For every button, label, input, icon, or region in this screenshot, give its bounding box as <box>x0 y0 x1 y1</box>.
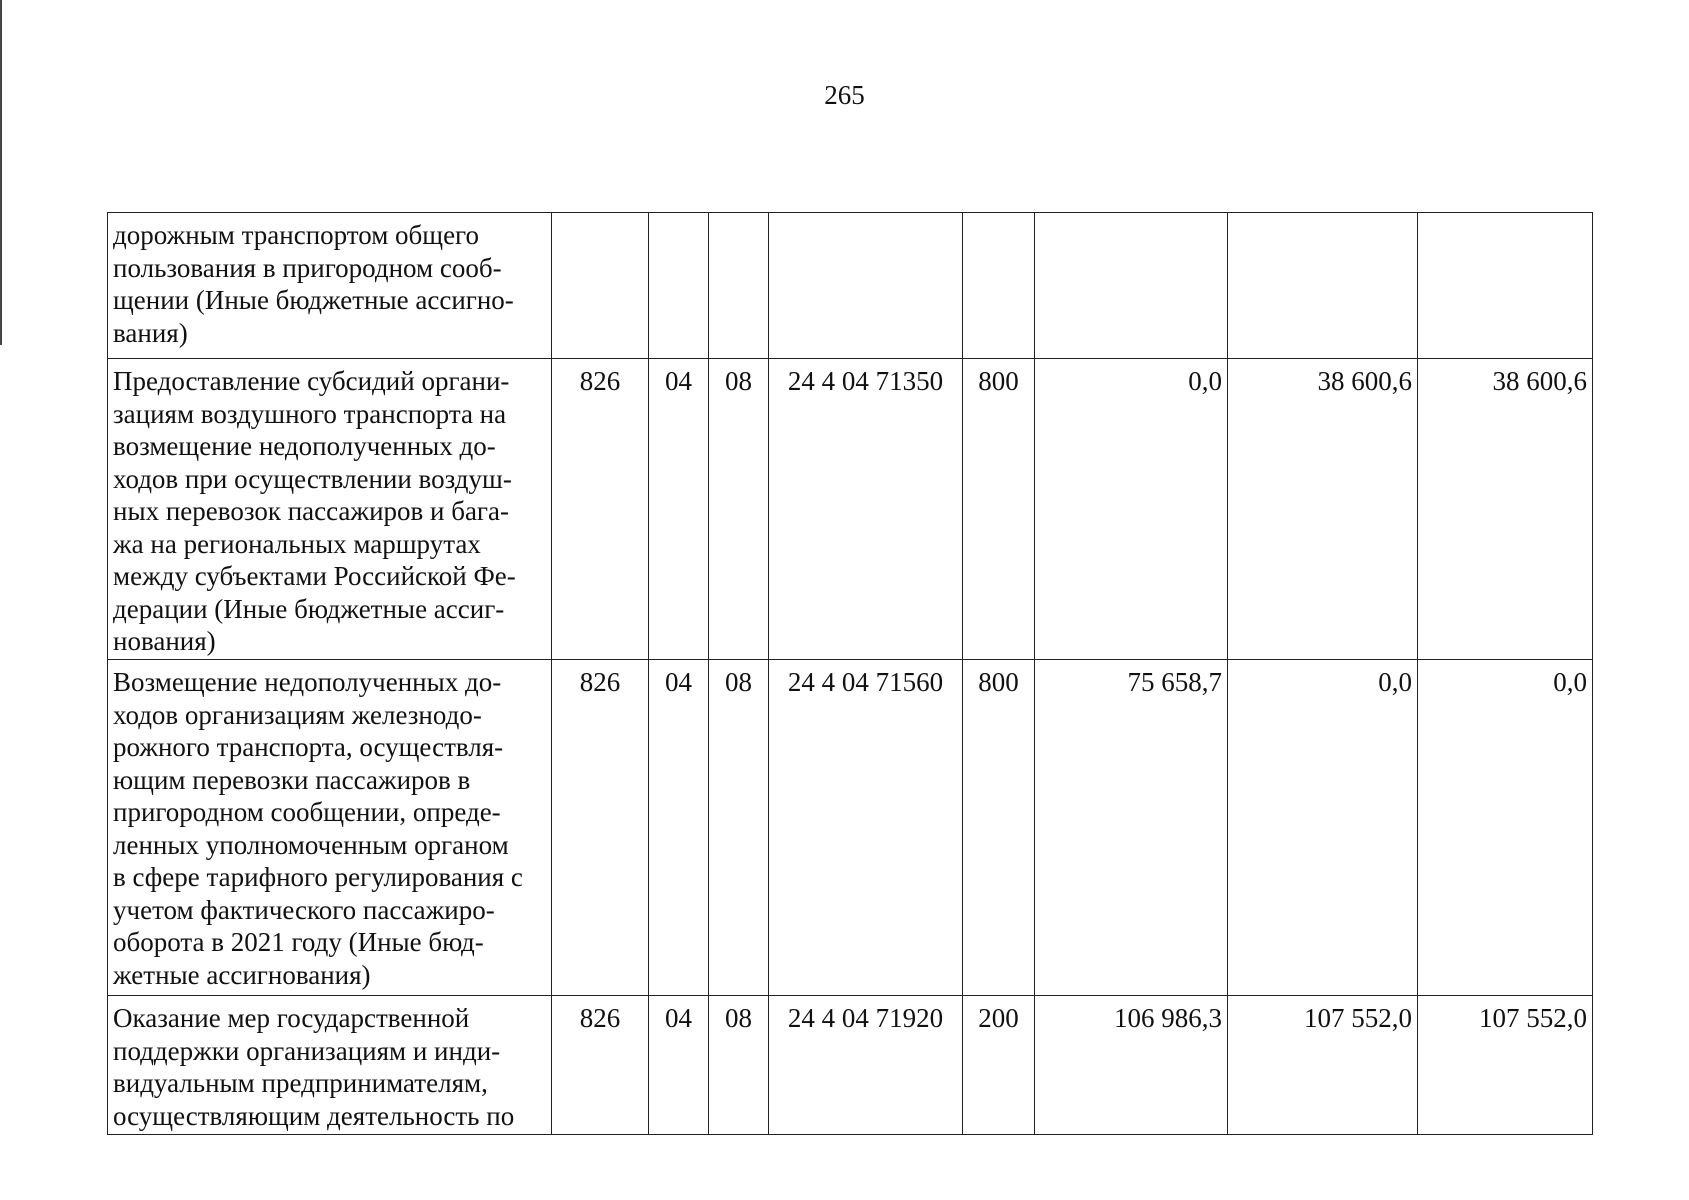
amount-year-3-cell <box>1418 213 1593 359</box>
description-line: ных перевозок пассажиров и бага- <box>113 496 509 526</box>
description-line: ленных уполномоченным органом <box>113 829 509 860</box>
section-code-cell: 04 <box>649 660 709 996</box>
description-cell <box>108 660 552 996</box>
description-line: Предоставление субсидий органи- <box>113 366 510 396</box>
description-line: осуществляющим деятельность по <box>113 1100 515 1131</box>
amount-year-3-cell: 0,0 <box>1418 660 1593 996</box>
description-line: ходов при осуществлении воздуш- <box>113 463 512 494</box>
description-line: жа на региональных маршрутах <box>113 528 481 559</box>
subsection-code-cell: 08 <box>709 660 769 996</box>
description-line: пригородном сообщении, опреде- <box>113 797 501 827</box>
description-cell <box>108 996 552 1135</box>
description-cell <box>108 359 552 660</box>
description-line: Возмещение недополученных до- <box>113 667 502 697</box>
section-code-cell: 04 <box>649 996 709 1135</box>
amount-year-2-cell <box>1228 213 1418 359</box>
amount-year-1-cell: 106 986,3 <box>1035 996 1228 1135</box>
description-line: видуальным предпринимателям, <box>113 1068 488 1098</box>
target-article-cell: 24 4 04 71560 <box>769 660 963 996</box>
target-article-cell: 24 4 04 71350 <box>769 359 963 660</box>
subsection-code-cell: 08 <box>709 359 769 660</box>
target-article-cell <box>769 213 963 359</box>
amount-year-2-cell: 38 600,6 <box>1228 359 1418 660</box>
subsection-code-cell: 08 <box>709 996 769 1135</box>
amount-year-3-cell: 107 552,0 <box>1418 996 1593 1135</box>
description-line: вания) <box>113 317 188 348</box>
description-line: зациям воздушного транспорта на <box>113 398 507 429</box>
amount-year-2-cell: 0,0 <box>1228 660 1418 996</box>
description-line: ходов организациям железнодо- <box>113 699 482 730</box>
expense-type-cell: 800 <box>963 359 1035 660</box>
description-line: дерации (Иные бюджетные ассиг- <box>113 593 505 624</box>
description-line: между субъектами Российской Фе- <box>113 561 516 591</box>
target-article-cell: 24 4 04 71920 <box>769 996 963 1135</box>
ministry-code-cell: 826 <box>552 359 649 660</box>
table-row <box>108 213 1593 359</box>
amount-year-1-cell: 0,0 <box>1035 359 1228 660</box>
page-number: 265 <box>824 80 865 110</box>
ministry-code-cell <box>552 213 649 359</box>
description-line: жетные ассигнования) <box>113 959 371 990</box>
expense-type-cell: 800 <box>963 660 1035 996</box>
table-row <box>108 660 1593 996</box>
description-cell <box>108 213 552 359</box>
section-code-cell: 04 <box>649 359 709 660</box>
description-line: пользования в пригородном сооб- <box>113 252 502 283</box>
section-code-cell <box>649 213 709 359</box>
amount-year-3-cell: 38 600,6 <box>1418 359 1593 660</box>
description-line: рожного транспорта, осуществля- <box>113 732 504 762</box>
ministry-code-cell: 826 <box>552 660 649 996</box>
description-line: возмещение недополученных до- <box>113 431 496 461</box>
table-row <box>108 359 1593 660</box>
budget-table <box>107 212 1593 1135</box>
description-line: щении (Иные бюджетные ассигно- <box>113 285 514 315</box>
ministry-code-cell: 826 <box>552 996 649 1135</box>
description-line: оборота в 2021 году (Иные бюд- <box>113 927 484 957</box>
amount-year-1-cell <box>1035 213 1228 359</box>
description-line: дорожным транспортом общего <box>113 220 479 250</box>
description-line: поддержки организациям и инди- <box>113 1035 501 1066</box>
description-line: нования) <box>113 626 216 656</box>
subsection-code-cell <box>709 213 769 359</box>
amount-year-2-cell: 107 552,0 <box>1228 996 1418 1135</box>
expense-type-cell <box>963 213 1035 359</box>
description-line: учетом фактического пассажиро- <box>113 894 495 925</box>
description-line: Оказание мер государственной <box>113 1003 470 1033</box>
table-row <box>108 996 1593 1135</box>
expense-type-cell: 200 <box>963 996 1035 1135</box>
page-left-edge-line <box>0 0 2 345</box>
description-line: ющим перевозки пассажиров в <box>113 764 471 795</box>
description-line: в сфере тарифного регулирования с <box>113 862 523 892</box>
amount-year-1-cell: 75 658,7 <box>1035 660 1228 996</box>
